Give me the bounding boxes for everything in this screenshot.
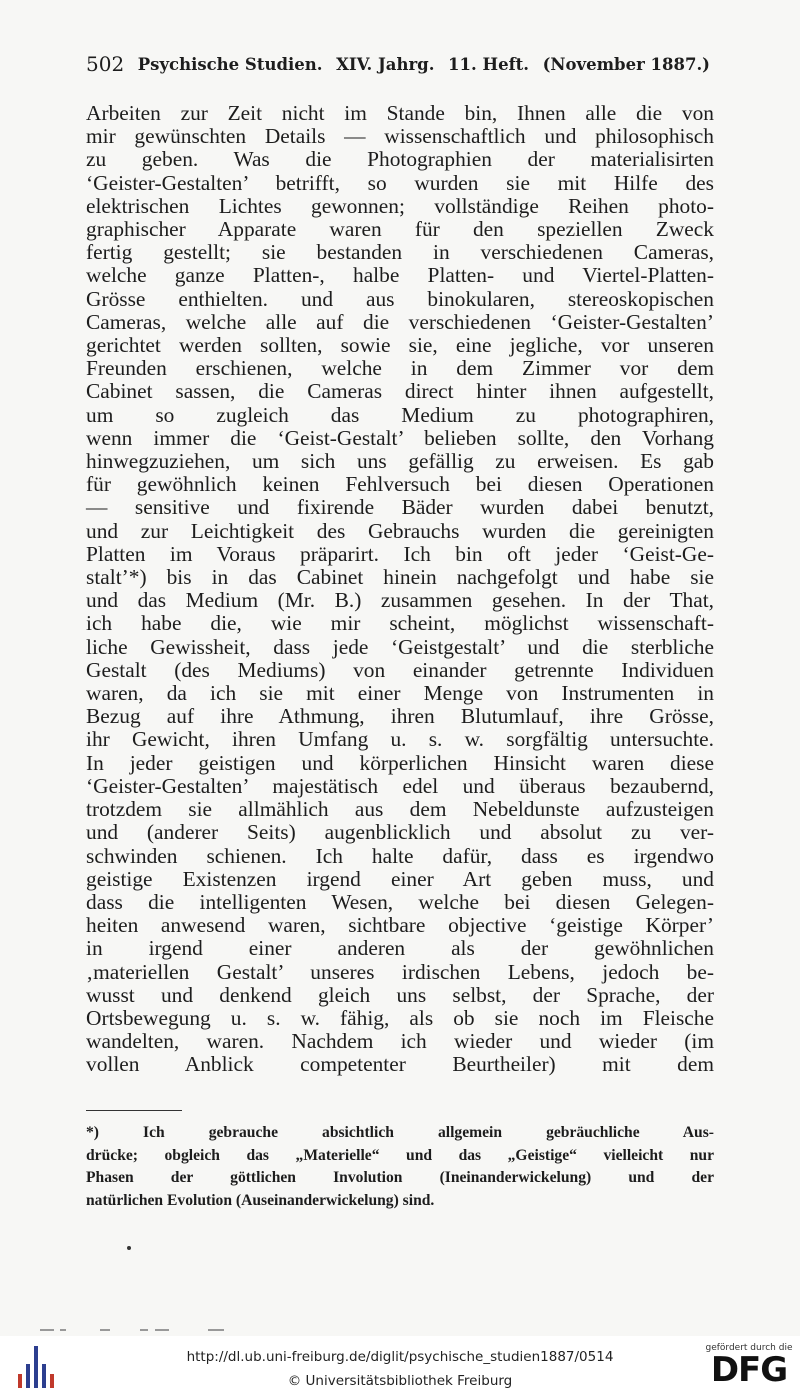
text-line: ihr Gewicht, ihren Umfang u. s. w. sorgfältig untersuchte.	[86, 727, 714, 752]
text-line: wandelten, waren. Nachdem ich wieder und wieder (im	[86, 1029, 714, 1054]
text-line: welche ganze Platten-, halbe Platten- und Viertel-Platten-	[86, 263, 714, 288]
text-line: ‚materiellen Gestalt’ unseres irdischen Lebens, jedoch be-	[86, 959, 714, 984]
issue-date: (November 1887.)	[542, 55, 710, 74]
text-line: liche Gewissheit, dass jede ‘Geistgestalt’ und die sterbliche	[86, 634, 714, 659]
footnote-line: natürlichen Evolution (Auseinanderwickelung) sind.	[86, 1191, 435, 1209]
text-line: Ortsbewegung u. s. w. fähig, als ob sie noch im Fleische	[86, 1005, 714, 1030]
running-header	[86, 52, 710, 76]
text-line: ich habe die, wie mir scheint, möglichst wissenschaft-	[86, 611, 714, 636]
text-line: geistige Existenzen irgend einer Art geben muss, und	[86, 866, 714, 891]
text-line: und (anderer Seits) augenblicklich und absolut zu ver-	[86, 820, 714, 845]
footnote-line: *) Ich gebrauche absichtlich allgemein gebräuchliche Aus-	[86, 1124, 714, 1141]
text-line: stalt’*) bis in das Cabinet hinein nachgefolgt und habe sie	[86, 565, 714, 590]
dfg-logo[interactable]	[704, 1343, 794, 1390]
text-line: — sensitive und fixirende Bäder wurden dabei benutzt,	[86, 495, 714, 520]
text-line: Bezug auf ihre Athmung, ihren Blutumlauf, ihre Grösse,	[86, 704, 714, 729]
page-number: 502	[86, 52, 125, 76]
body-text	[86, 102, 714, 1077]
footnote-line: drücke; obgleich das „Materielle“ und das „Geistige“ vielleicht nur	[86, 1146, 714, 1164]
text-line: elektrischen Lichtes gewonnen; vollständige Reihen photo-	[86, 193, 714, 218]
text-line: Cameras, welche alle auf die verschiedenen ‘Geister-Gestalten’	[86, 309, 714, 334]
text-line: dass die intelligenten Wesen, welche bei diesen Gelegen-	[86, 889, 714, 914]
text-line: um so zugleich das Medium zu photographiren,	[86, 402, 714, 427]
text-line: wusst und denkend gleich uns selbst, der Sprache, der	[86, 982, 714, 1007]
text-line: hinwegzuziehen, um sich uns gefällig zu erweisen. Es gab	[86, 449, 714, 474]
text-line: In jeder geistigen und körperlichen Hinsicht waren diese	[86, 750, 714, 775]
footnote	[86, 1122, 714, 1212]
text-line: fertig gestellt; sie bestanden in verschiedenen Cameras,	[86, 240, 714, 265]
text-line: Freunden erschienen, welche in dem Zimmer vor dem	[86, 356, 714, 381]
text-line: in irgend einer anderen als der gewöhnlichen	[86, 936, 714, 961]
copyright-notice: © Universitätsbibliothek Freiburg	[287, 1373, 513, 1389]
text-line: für gewöhnlich keinen Fehlversuch bei diesen Operationen	[86, 472, 714, 497]
text-line: waren, da ich sie mit einer Menge von Instrumenten in	[86, 681, 714, 706]
text-line: zu geben. Was die Photographien der materialisirten	[86, 147, 714, 172]
ink-speck	[127, 1246, 131, 1250]
text-line: vollen Anblick competenter Beurtheiler) mit dem	[86, 1052, 714, 1077]
journal-title: Psychische Studien.	[137, 55, 323, 74]
text-line: mir gewünschten Details — wissenschaftlich und philosophisch	[86, 124, 714, 149]
text-line: Gestalt (des Mediums) von einander getrennte Individuen	[86, 657, 714, 682]
text-line: Grösse enthielten. und aus binokularen, stereoskopischen	[86, 286, 714, 311]
text-line: heiten anwesend waren, sichtbare objective ‘geistige Körper’	[86, 913, 714, 938]
text-line: ‘Geister-Gestalten’ majestätisch edel und überaus bezaubernd,	[86, 773, 714, 798]
footnote-divider	[86, 1110, 182, 1111]
issue: 11. Heft.	[448, 55, 530, 74]
text-line: trotzdem sie allmählich aus dem Nebeldunste aufzusteigen	[86, 797, 714, 822]
text-line: graphischer Apparate waren für den speziellen Zweck	[86, 217, 714, 242]
text-line: Platten im Voraus präparirt. Ich bin oft jeder ‘Geist-Ge-	[86, 541, 714, 566]
text-line: schwinden schienen. Ich halte dafür, dass es irgendwo	[86, 843, 714, 868]
dfg-wordmark: DFG	[710, 1350, 788, 1390]
text-line: und zur Leichtigkeit des Gebrauchs wurden die gereinigten	[86, 518, 714, 543]
document-url[interactable]: http://dl.ub.uni-freiburg.de/diglit/psychische_studien1887/0514	[186, 1349, 614, 1365]
dfg-funding-label: gefördert durch die	[705, 1343, 793, 1353]
text-line: und das Medium (Mr. B.) zusammen gesehen. In der That,	[86, 588, 714, 613]
text-line: ‘Geister-Gestalten’ betrifft, so wurden sie mit Hilfe des	[86, 170, 714, 195]
text-line: wenn immer die ‘Geist-Gestalt’ belieben sollte, den Vorhang	[86, 425, 714, 450]
text-line: Cabinet sassen, die Cameras direct hinter ihnen aufgestellt,	[86, 379, 714, 404]
volume: XIV. Jahrg.	[336, 55, 435, 74]
text-line: gerichtet werden sollten, sowie sie, eine jegliche, vor unseren	[86, 333, 714, 358]
scan-marks	[40, 1329, 230, 1333]
footnote-line: Phasen der göttlichen Involution (Ineinanderwickelung) und der	[86, 1169, 714, 1186]
text-line: Arbeiten zur Zeit nicht im Stande bin, Ihnen alle die von	[86, 101, 714, 125]
